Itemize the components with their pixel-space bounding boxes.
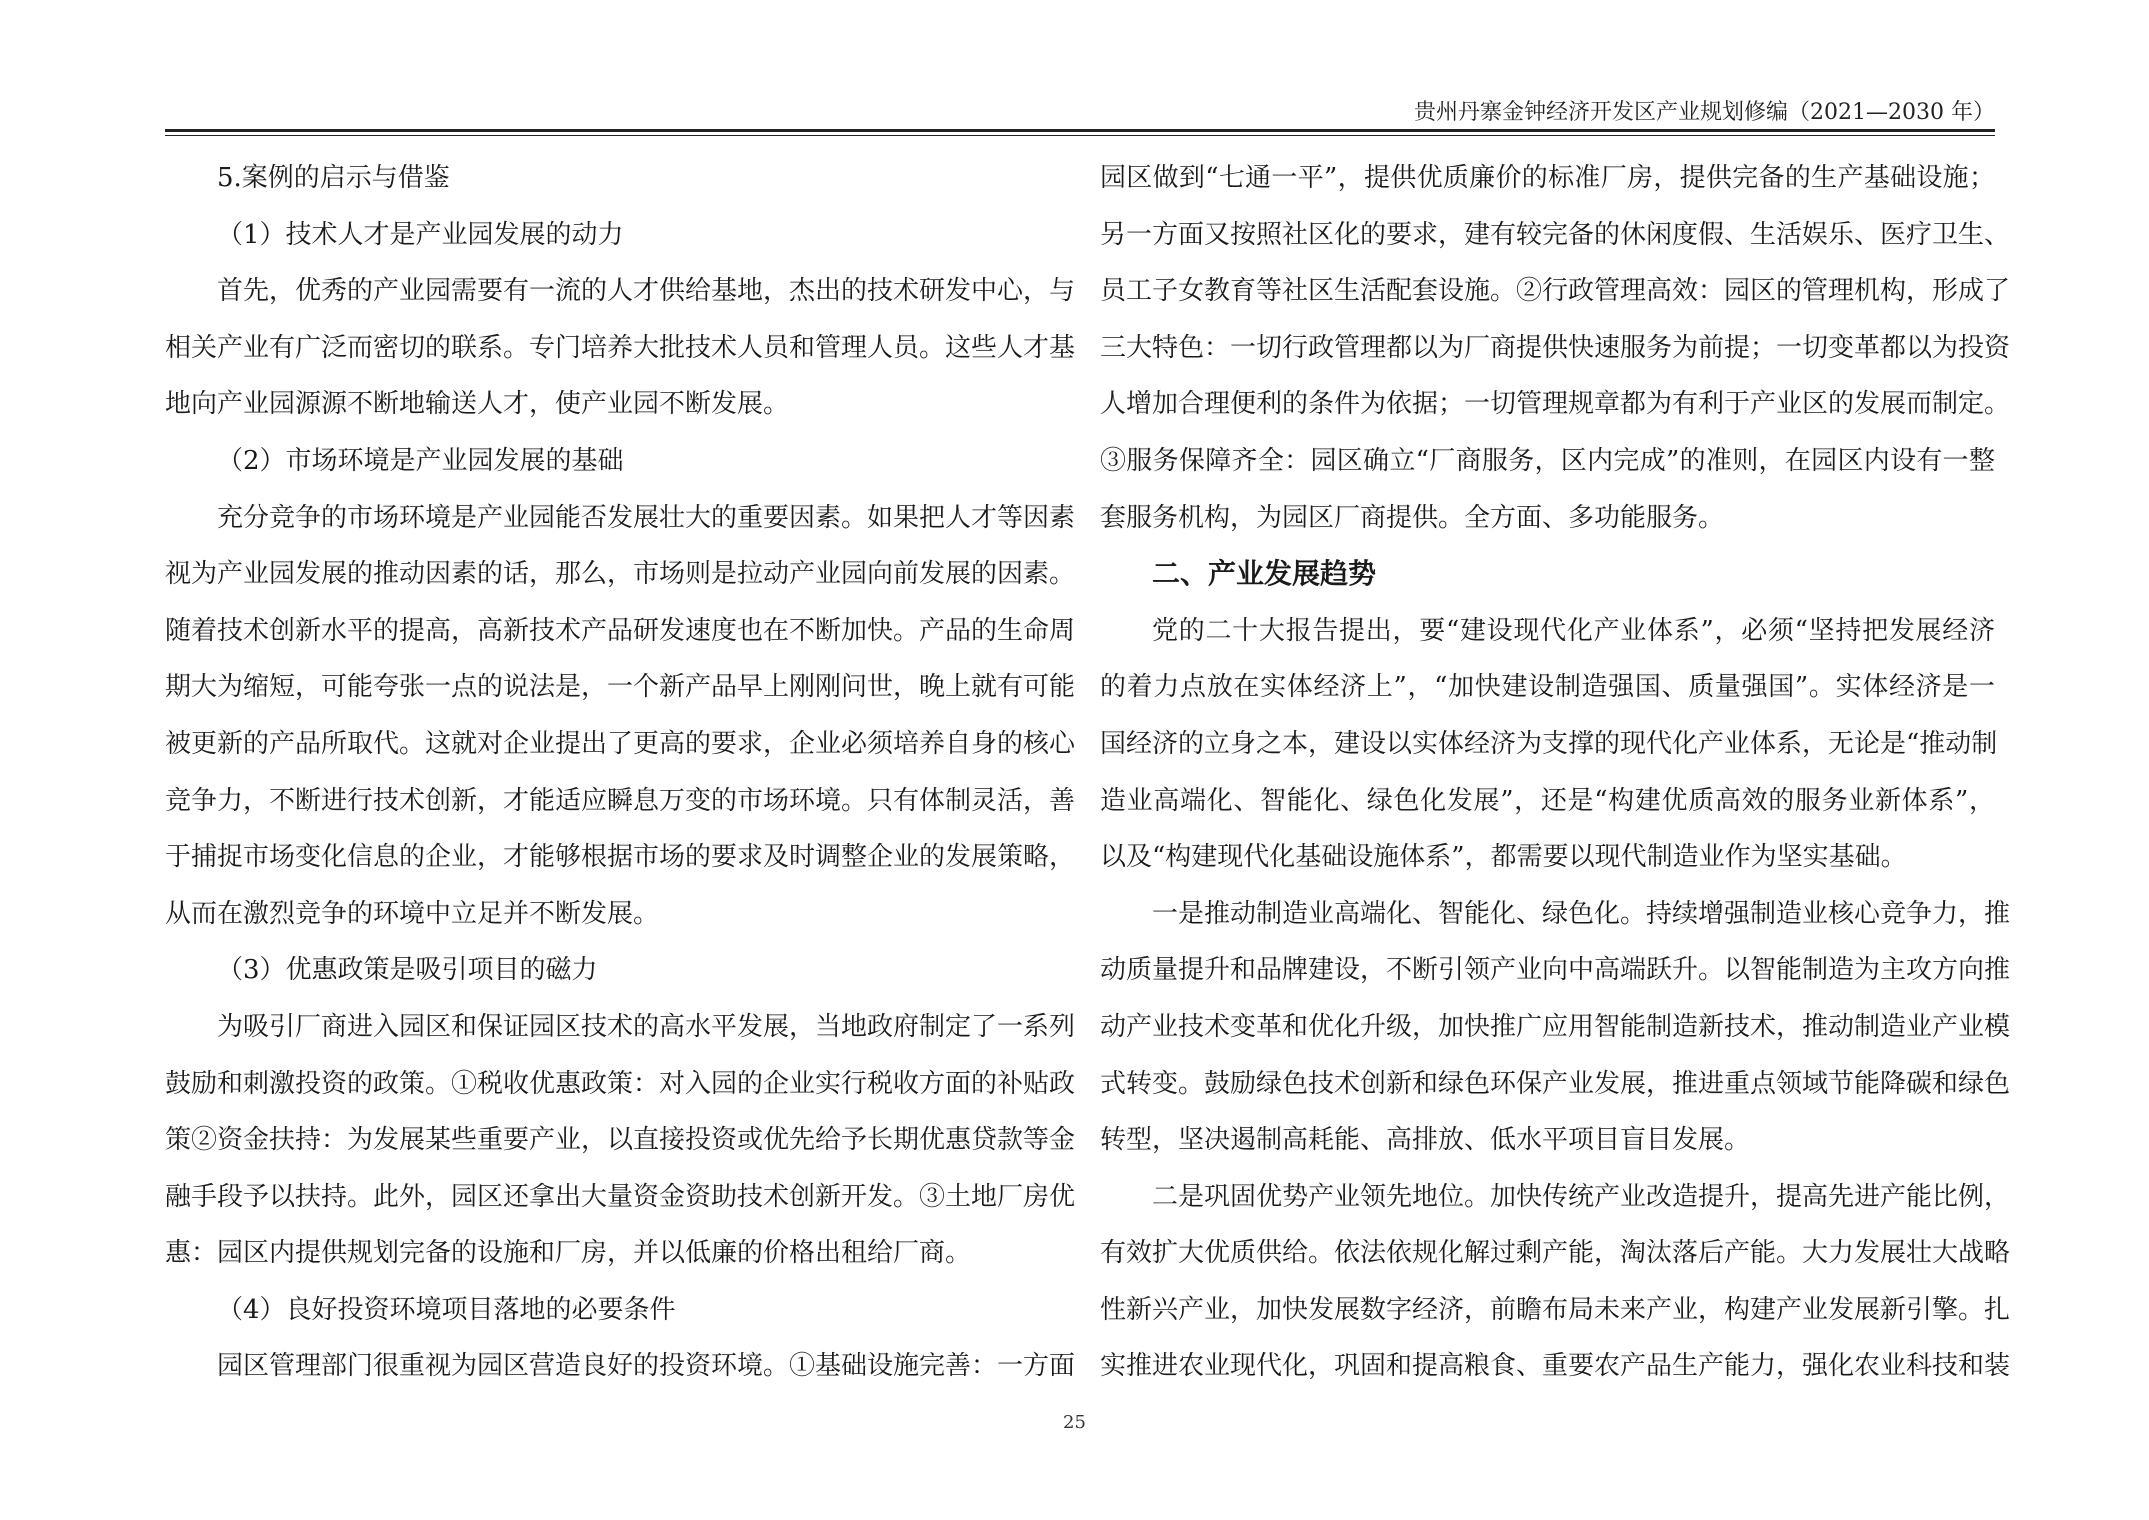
paragraph-line: 二是巩固优势产业领先地位。加快传统产业改造提升，提高先进产能比例， (1152, 1181, 2011, 1212)
paragraph-line: 员工子女教育等社区生活配套设施。②行政管理高效：园区的管理机构，形成了 (1100, 276, 2011, 307)
paragraph-line: 园区做到“七通一平”，提供优质廉价的标准厂房，提供完备的生产基础设施； (1100, 163, 1995, 193)
paragraph-line: 动质量提升和品牌建设，不断引领产业向中高端跃升。以智能制造为主攻方向推 (1100, 955, 2011, 986)
paragraph-line: 的着力点放在实体经济上”，“加快建设制造强国、质量强国”。实体经济是一 (1100, 672, 1995, 703)
paragraph-line: 视为产业园发展的推动因素的话，那么，市场则是拉动产业园向前发展的因素。 (165, 559, 1076, 590)
header-rule-thin (165, 135, 1995, 136)
subsection-title-policy: （3）优惠政策是吸引项目的磁力 (217, 955, 598, 986)
paragraph-line: 以及“构建现代化基础设施体系”，都需要以现代制造业作为坚实基础。 (1100, 842, 1907, 873)
paragraph-line: 为吸引厂商进入园区和保证园区技术的高水平发展，当地政府制定了一系列 (217, 1011, 1076, 1042)
paragraph-line: 造业高端化、智能化、绿色化发展”，还是“构建优质高效的服务业新体系”， (1100, 785, 1995, 816)
paragraph-line: 一是推动制造业高端化、智能化、绿色化。持续增强制造业核心竞争力，推 (1152, 898, 2011, 929)
paragraph-line: 被更新的产品所取代。这就对企业提出了更高的要求，企业必须培养自身的核心 (165, 728, 1076, 759)
header-rule-thick (165, 129, 1995, 132)
paragraph-line: 另一方面又按照社区化的要求，建有较完备的休闲度假、生活娱乐、医疗卫生、 (1100, 219, 2011, 250)
paragraph-line: 首先，优秀的产业园需要有一流的人才供给基地，杰出的技术研发中心，与 (217, 276, 1076, 307)
left-column (165, 150, 1076, 1395)
paragraph-line: 转型，坚决遏制高耗能、高排放、低水平项目盲目发展。 (1100, 1125, 1751, 1156)
section-title-case-lessons: 5.案例的启示与借鉴 (217, 163, 450, 193)
paragraph-line: 于捕捉市场变化信息的企业，才能够根据市场的要求及时调整企业的发展策略， (165, 842, 1076, 873)
paragraph-line: 套服务机构，为园区厂商提供。全方面、多功能服务。 (1100, 502, 1725, 533)
section-heading-industry-trends: 二、产业发展趋势 (1152, 557, 1377, 591)
paragraph-line: 策②资金扶持：为发展某些重要产业，以直接投资或优先给予长期优惠贷款等金 (165, 1125, 1076, 1156)
paragraph-line: 有效扩大优质供给。依法依规化解过剩产能，淘汰落后产能。大力发展壮大战略 (1100, 1238, 2011, 1269)
paragraph-line: 国经济的立身之本，建设以实体经济为支撑的现代化产业体系，无论是“推动制 (1100, 728, 1998, 759)
paragraph-line: ③服务保障齐全：园区确立“厂商服务，区内完成”的准则，在园区内设有一整 (1100, 445, 1995, 476)
paragraph-line: 鼓励和刺激投资的政策。①税收优惠政策：对入园的企业实行税收方面的补贴政 (165, 1068, 1076, 1099)
paragraph-line: 性新兴产业，加快发展数字经济，前瞻布局未来产业，构建产业发展新引擎。扎 (1100, 1294, 2011, 1325)
paragraph-line: 式转变。鼓励绿色技术创新和绿色环保产业发展，推进重点领域节能降碳和绿色 (1100, 1068, 2011, 1099)
document-header: 贵州丹寨金钟经济开发区产业规划修编（2021—2030 年） (1414, 100, 1995, 125)
paragraph-line: 三大特色：一切行政管理都以为厂商提供快速服务为前提；一切变革都以为投资 (1100, 332, 2011, 363)
subsection-title-investment-environment: （4）良好投资环境项目落地的必要条件 (217, 1294, 676, 1325)
paragraph-line: 从而在激烈竞争的环境中立足并不断发展。 (165, 898, 660, 929)
page-number: 25 (1063, 1412, 1086, 1433)
paragraph-line: 期大为缩短，可能夸张一点的说法是，一个新产品早上刚刚问世，晚上就有可能 (165, 672, 1076, 703)
right-column (1100, 150, 2011, 1395)
paragraph-line: 党的二十大报告提出，要“建设现代化产业体系”，必须“坚持把发展经济 (1152, 615, 1995, 646)
paragraph-line: 惠：园区内提供规划完备的设施和厂房，并以低廉的价格出租给厂商。 (165, 1238, 972, 1269)
paragraph-line: 人增加合理便利的条件为依据；一切管理规章都为有利于产业区的发展而制定。 (1100, 389, 2011, 420)
subsection-title-market: （2）市场环境是产业园发展的基础 (217, 445, 624, 476)
paragraph-line: 融手段予以扶持。此外，园区还拿出大量资金资助技术创新开发。③土地厂房优 (165, 1181, 1076, 1212)
paragraph-line: 随着技术创新水平的提高，高新技术产品研发速度也在不断加快。产品的生命周 (165, 615, 1076, 646)
subsection-title-talent: （1）技术人才是产业园发展的动力 (217, 219, 624, 250)
paragraph-line: 动产业技术变革和优化升级，加快推广应用智能制造新技术，推动制造业产业模 (1100, 1011, 2011, 1042)
paragraph-line: 竞争力，不断进行技术创新，才能适应瞬息万变的市场环境。只有体制灵活，善 (165, 785, 1076, 816)
paragraph-line: 地向产业园源源不断地输送人才，使产业园不断发展。 (165, 389, 790, 420)
paragraph-line: 实推进农业现代化，巩固和提高粮食、重要农产品生产能力，强化农业科技和装 (1100, 1351, 2011, 1382)
paragraph-line: 园区管理部门很重视为园区营造良好的投资环境。①基础设施完善：一方面 (217, 1351, 1076, 1382)
paragraph-line: 充分竞争的市场环境是产业园能否发展壮大的重要因素。如果把人才等因素 (217, 502, 1076, 533)
paragraph-line: 相关产业有广泛而密切的联系。专门培养大批技术人员和管理人员。这些人才基 (165, 332, 1076, 363)
